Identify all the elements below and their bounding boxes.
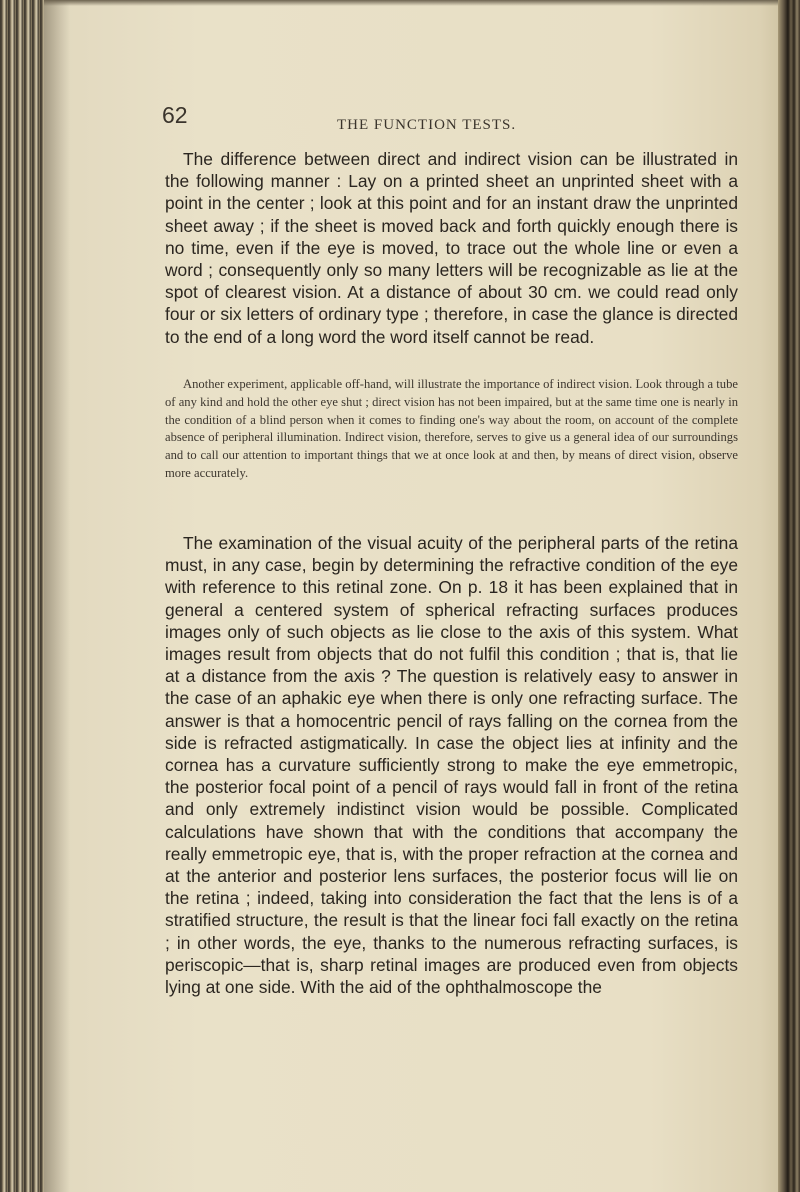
paragraph-text: The difference between direct and indirect vision can be illustrated in the following manner : Lay on a printed sheet an unprinted sheet with a point in the center ; look at this point and for an instant draw the unprinted sheet away ; if the sheet is moved back and forth quickly enough there is no time, even if the eye is moved, to trace out the whole line or even a word ; consequently only so many letters will be recognizable as lie at the spot of clearest vision. At a distance of about 30 cm. we could read only four or six letters of ordinary type ; therefore, in case the glance is directed to the end of a long word the word itself cannot be read. — [165, 149, 738, 347]
book-gutter — [0, 0, 44, 1192]
page-header — [162, 100, 722, 140]
paragraph-tube-experiment — [165, 376, 738, 483]
gutter-shadow — [44, 0, 70, 1192]
page-number: 62 — [162, 102, 188, 128]
paragraph-text: The examination of the visual acuity of the peripheral parts of the retina must, in any case, begin by determining the refractive condition of the eye with reference to this retinal zone. On p. 18 it has been explained that in general a centered system of spherical refracting surfaces produces images only of such objects as lie close to the axis of this system. What images result from objects that do not fulfil this condition ; that is, that lie at a distance from the axis ? The question is relatively easy to answer in the case of an aphakic eye when there is only one refracting surface. The answer is that a homocentric pencil of rays falling on the cornea from the side is refracted astigmatically. In case the object lies at infinity and the cornea has a curvature sufficiently strong to make the eye emmetropic, the posterior focal point of a pencil of rays would fall in front of the retina and only extremely indistinct vision would be possible. Complicated calculations have shown that with the conditions that accompany the really emmetropic eye, that is, with the proper refraction at the cornea and at the anterior and posterior lens surfaces, the posterior focus will lie on the retina ; indeed, taking into consideration the fact that the lens is of a stratified structure, the result is that the linear foci fall exactly on the retina ; in other words, the eye, thanks to the numerous refracting surfaces, is periscopic—that is, sharp retinal images are produced even from objects lying at one side. With the aid of the ophthalmoscope the — [165, 533, 738, 998]
paragraph-text: Another experiment, applicable off-hand, will illustrate the importance of indirect vision. Look through a tube of any kind and hold the other eye shut ; direct vision has not been impaired, but at the same time one is nearly in the condition of a blind person when it comes to finding one's way about the room, on account of the complete absence of peripheral illumination. Indirect vision, therefore, serves to give us a general idea of our surroundings and to call our attention to important things that we at once look at and then, by means of direct vision, observe more accurately. — [165, 377, 738, 480]
paragraph-peripheral-acuity — [165, 532, 738, 998]
running-title: THE FUNCTION TESTS. — [337, 117, 517, 133]
page-top-edge — [44, 0, 778, 6]
paragraph-direct-indirect-vision — [165, 148, 738, 348]
page-fore-edge — [778, 0, 800, 1192]
